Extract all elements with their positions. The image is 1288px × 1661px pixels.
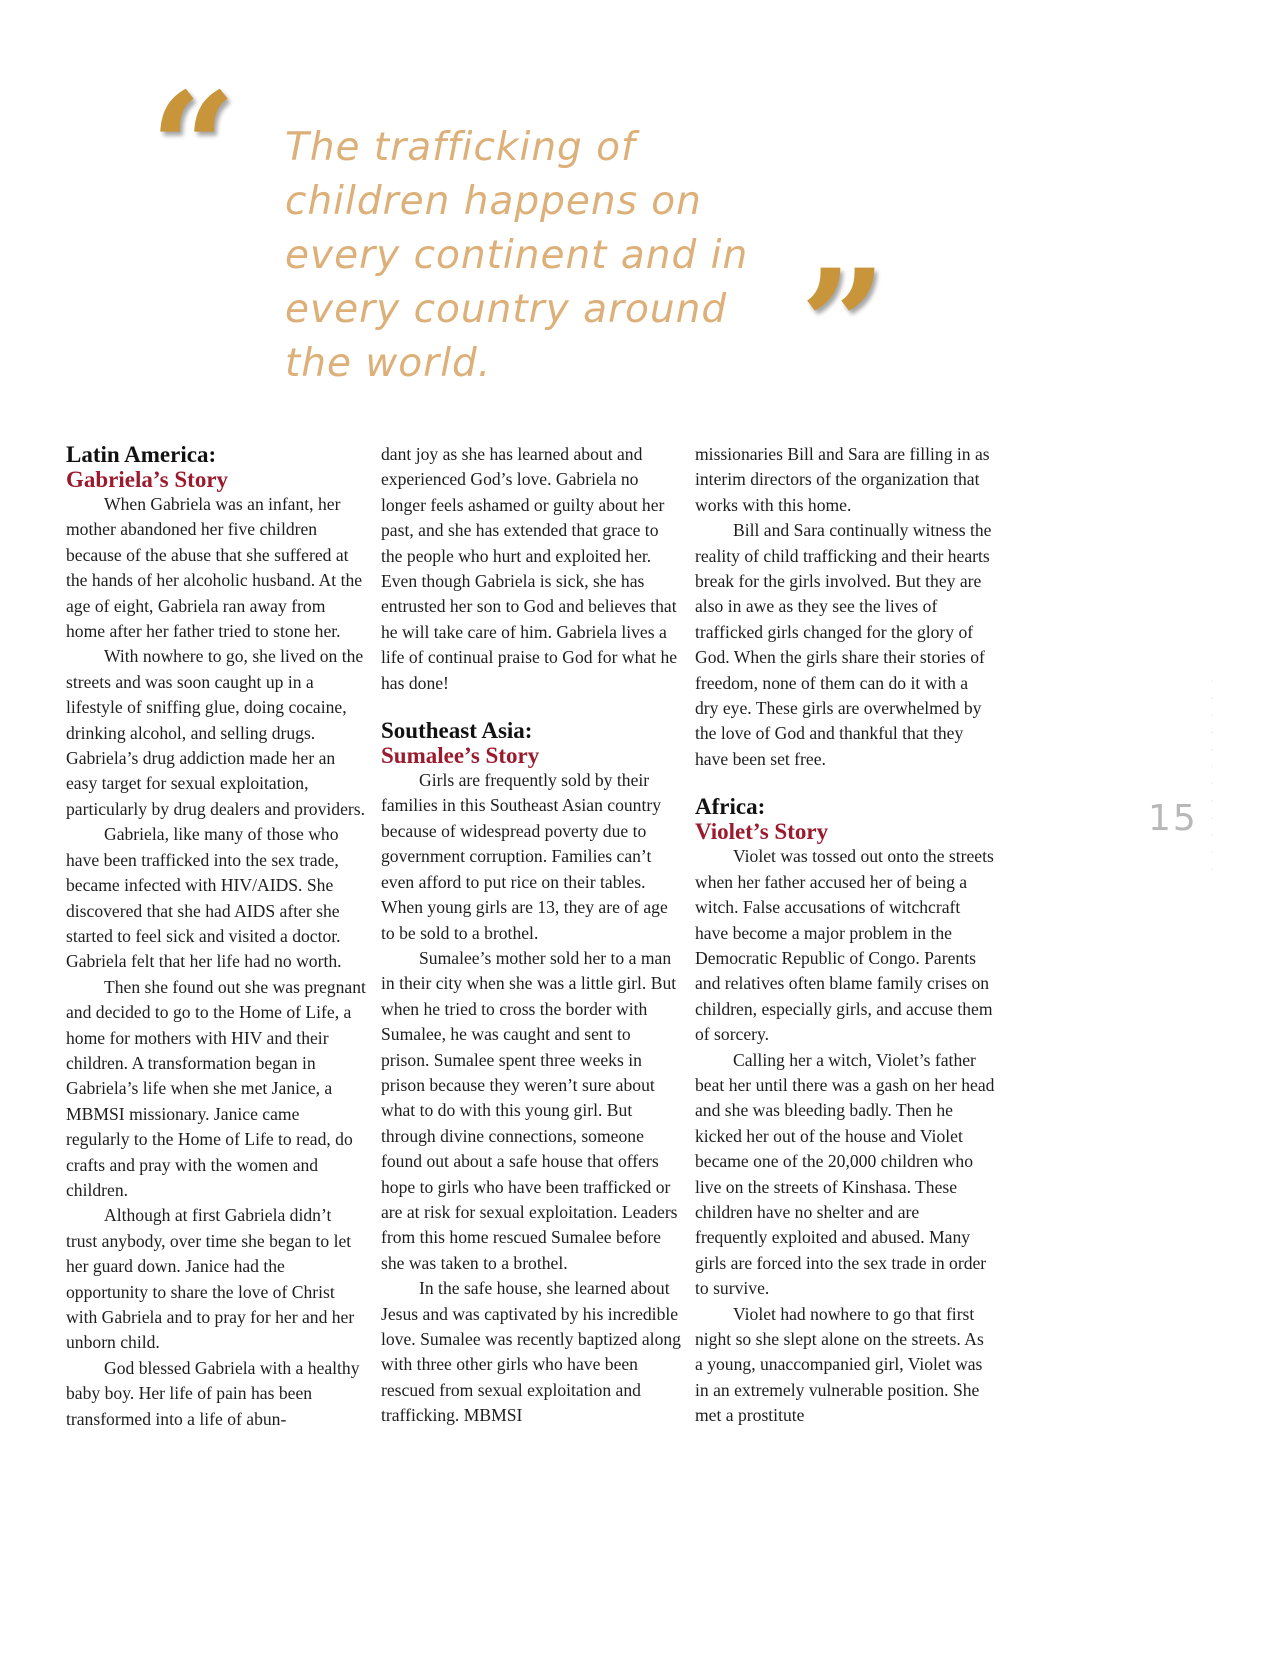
section-heading-africa <box>695 794 995 844</box>
paragraph: With nowhere to go, she lived on the streets and was soon caught up in a lifestyle of sniffing glue, doing cocaine, drinking alcohol, and selling drugs. Gabriela’s drug addiction made her an easy target for sexual exploitation, particularly by drug dealers and providers. <box>66 646 365 819</box>
section-heading-southeast-asia <box>381 718 681 768</box>
heading-region: Latin America: <box>66 442 217 467</box>
pull-quote-text: The trafficking of children happens on every continent and in every country around the world. <box>285 125 749 386</box>
page-number: 15 <box>1148 798 1198 839</box>
paragraph: In the safe house, she learned about Jesus and was captivated by his incredible love. Sumalee was recently baptized along with three other girls who have been rescued from sexual exploitation and trafficking. MBMSI <box>381 1278 681 1426</box>
paragraph: Violet was tossed out onto the streets when her father accused her of being a witch. False accusations of witchcraft have become a major problem in the Democratic Republic of Congo. Parents and relatives often blame family crises on children, especially girls, and accuse them of sorcery. <box>695 846 994 1045</box>
pull-quote <box>150 60 910 413</box>
paragraph: Girls are frequently sold by their families in this Southeast Asian country because of widespread poverty due to government corruption. Families can’t even afford to put rice on their tables. When young girls are 13, they are of age to be sold to a brothel. <box>381 770 668 943</box>
side-running-text: · · · · · · · · · · · · <box>1207 680 1216 877</box>
column-2 <box>381 442 681 1429</box>
paragraph: God blessed Gabriela with a healthy baby boy. Her life of pain has been transformed into a life of abun- <box>66 1357 360 1429</box>
paragraph-continued: missionaries Bill and Sara are filling in as interim directors of the organization that works with this home. <box>695 444 990 515</box>
paragraph-continued: dant joy as she has learned about and experienced God’s love. Gabriela no longer feels ashamed or guilty about her past, and she has extended that grace to the people who hurt and exploited her. Even though Gabriela is sick, she has entrusted her son to God and believes that he will take care of him. Gabriela lives a life of continual praise to God for what he has done! <box>381 444 678 693</box>
open-quote-mark: “ <box>150 60 237 236</box>
heading-region: Africa: <box>695 794 766 820</box>
paragraph: When Gabriela was an infant, her mother abandoned her five children because of the abuse that she suffered at the hands of her alcoholic husband. At the age of eight, Gabriela ran away from home after her father tried to stone her. <box>66 494 363 642</box>
heading-story: Gabriela’s Story <box>66 467 229 492</box>
paragraph: Although at first Gabriela didn’t trust anybody, over time she began to let her guard down. Janice had the opportunity to share the love of Christ with Gabriela and to pray for her and her unborn child. <box>66 1205 355 1353</box>
paragraph: Then she found out she was pregnant and decided to go to the Home of Life, a home for mothers with HIV and their children. A transformation began in Gabriela’s life when she met Janice, a MBMSI missionary. Janice came regularly to the Home of Life to read, do crafts and pray with the women and children. <box>66 976 366 1200</box>
column-3 <box>695 442 995 1429</box>
paragraph: Bill and Sara continually witness the reality of child trafficking and their hearts break for the girls involved. But they are also in awe as they see the lives of trafficked girls changed for the glory of God. When the girls share their stories of freedom, none of them can do it with a dry eye. These girls are overwhelmed by the love of God and thankful that they have been set free. <box>695 520 992 769</box>
paragraph: Sumalee’s mother sold her to a man in their city when she was a little girl. But when he tried to cross the border with Sumalee, he was caught and sent to prison. Sumalee spent three weeks in prison because they weren’t sure about what to do with this young girl. But through divine connections, someone found out about a safe house that offers hope to girls who have been trafficked or are at risk for sexual exploitation. Leaders from this home rescued Sumalee before she was taken to a brothel. <box>381 947 678 1273</box>
heading-region: Southeast Asia: <box>381 718 533 744</box>
heading-story: Violet’s Story <box>695 819 829 845</box>
heading-story: Sumalee’s Story <box>381 743 540 769</box>
paragraph: Violet had nowhere to go that first night so she slept alone on the streets. As a young, unaccompanied girl, Violet was in an extremely vulnerable position. She met a prostitute <box>695 1303 984 1426</box>
paragraph: Gabriela, like many of those who have been trafficked into the sex trade, became infected with HIV/AIDS. She discovered that she had AIDS after she started to feel sick and visited a doctor. Gabriela felt that her life had no worth. <box>66 824 342 972</box>
column-1 <box>66 442 366 1432</box>
section-heading-latin-america <box>66 442 366 492</box>
paragraph: Calling her a witch, Violet’s father beat her until there was a gash on her head and she was bleeding badly. Then he kicked her out of the house and Violet became one of the 20,000 children who live on the streets of Kinshasa. These children have no shelter and are frequently exploited and abused. Many girls are forced into the sex trade in order to survive. <box>695 1049 995 1299</box>
close-quote-mark: ” <box>800 237 887 413</box>
